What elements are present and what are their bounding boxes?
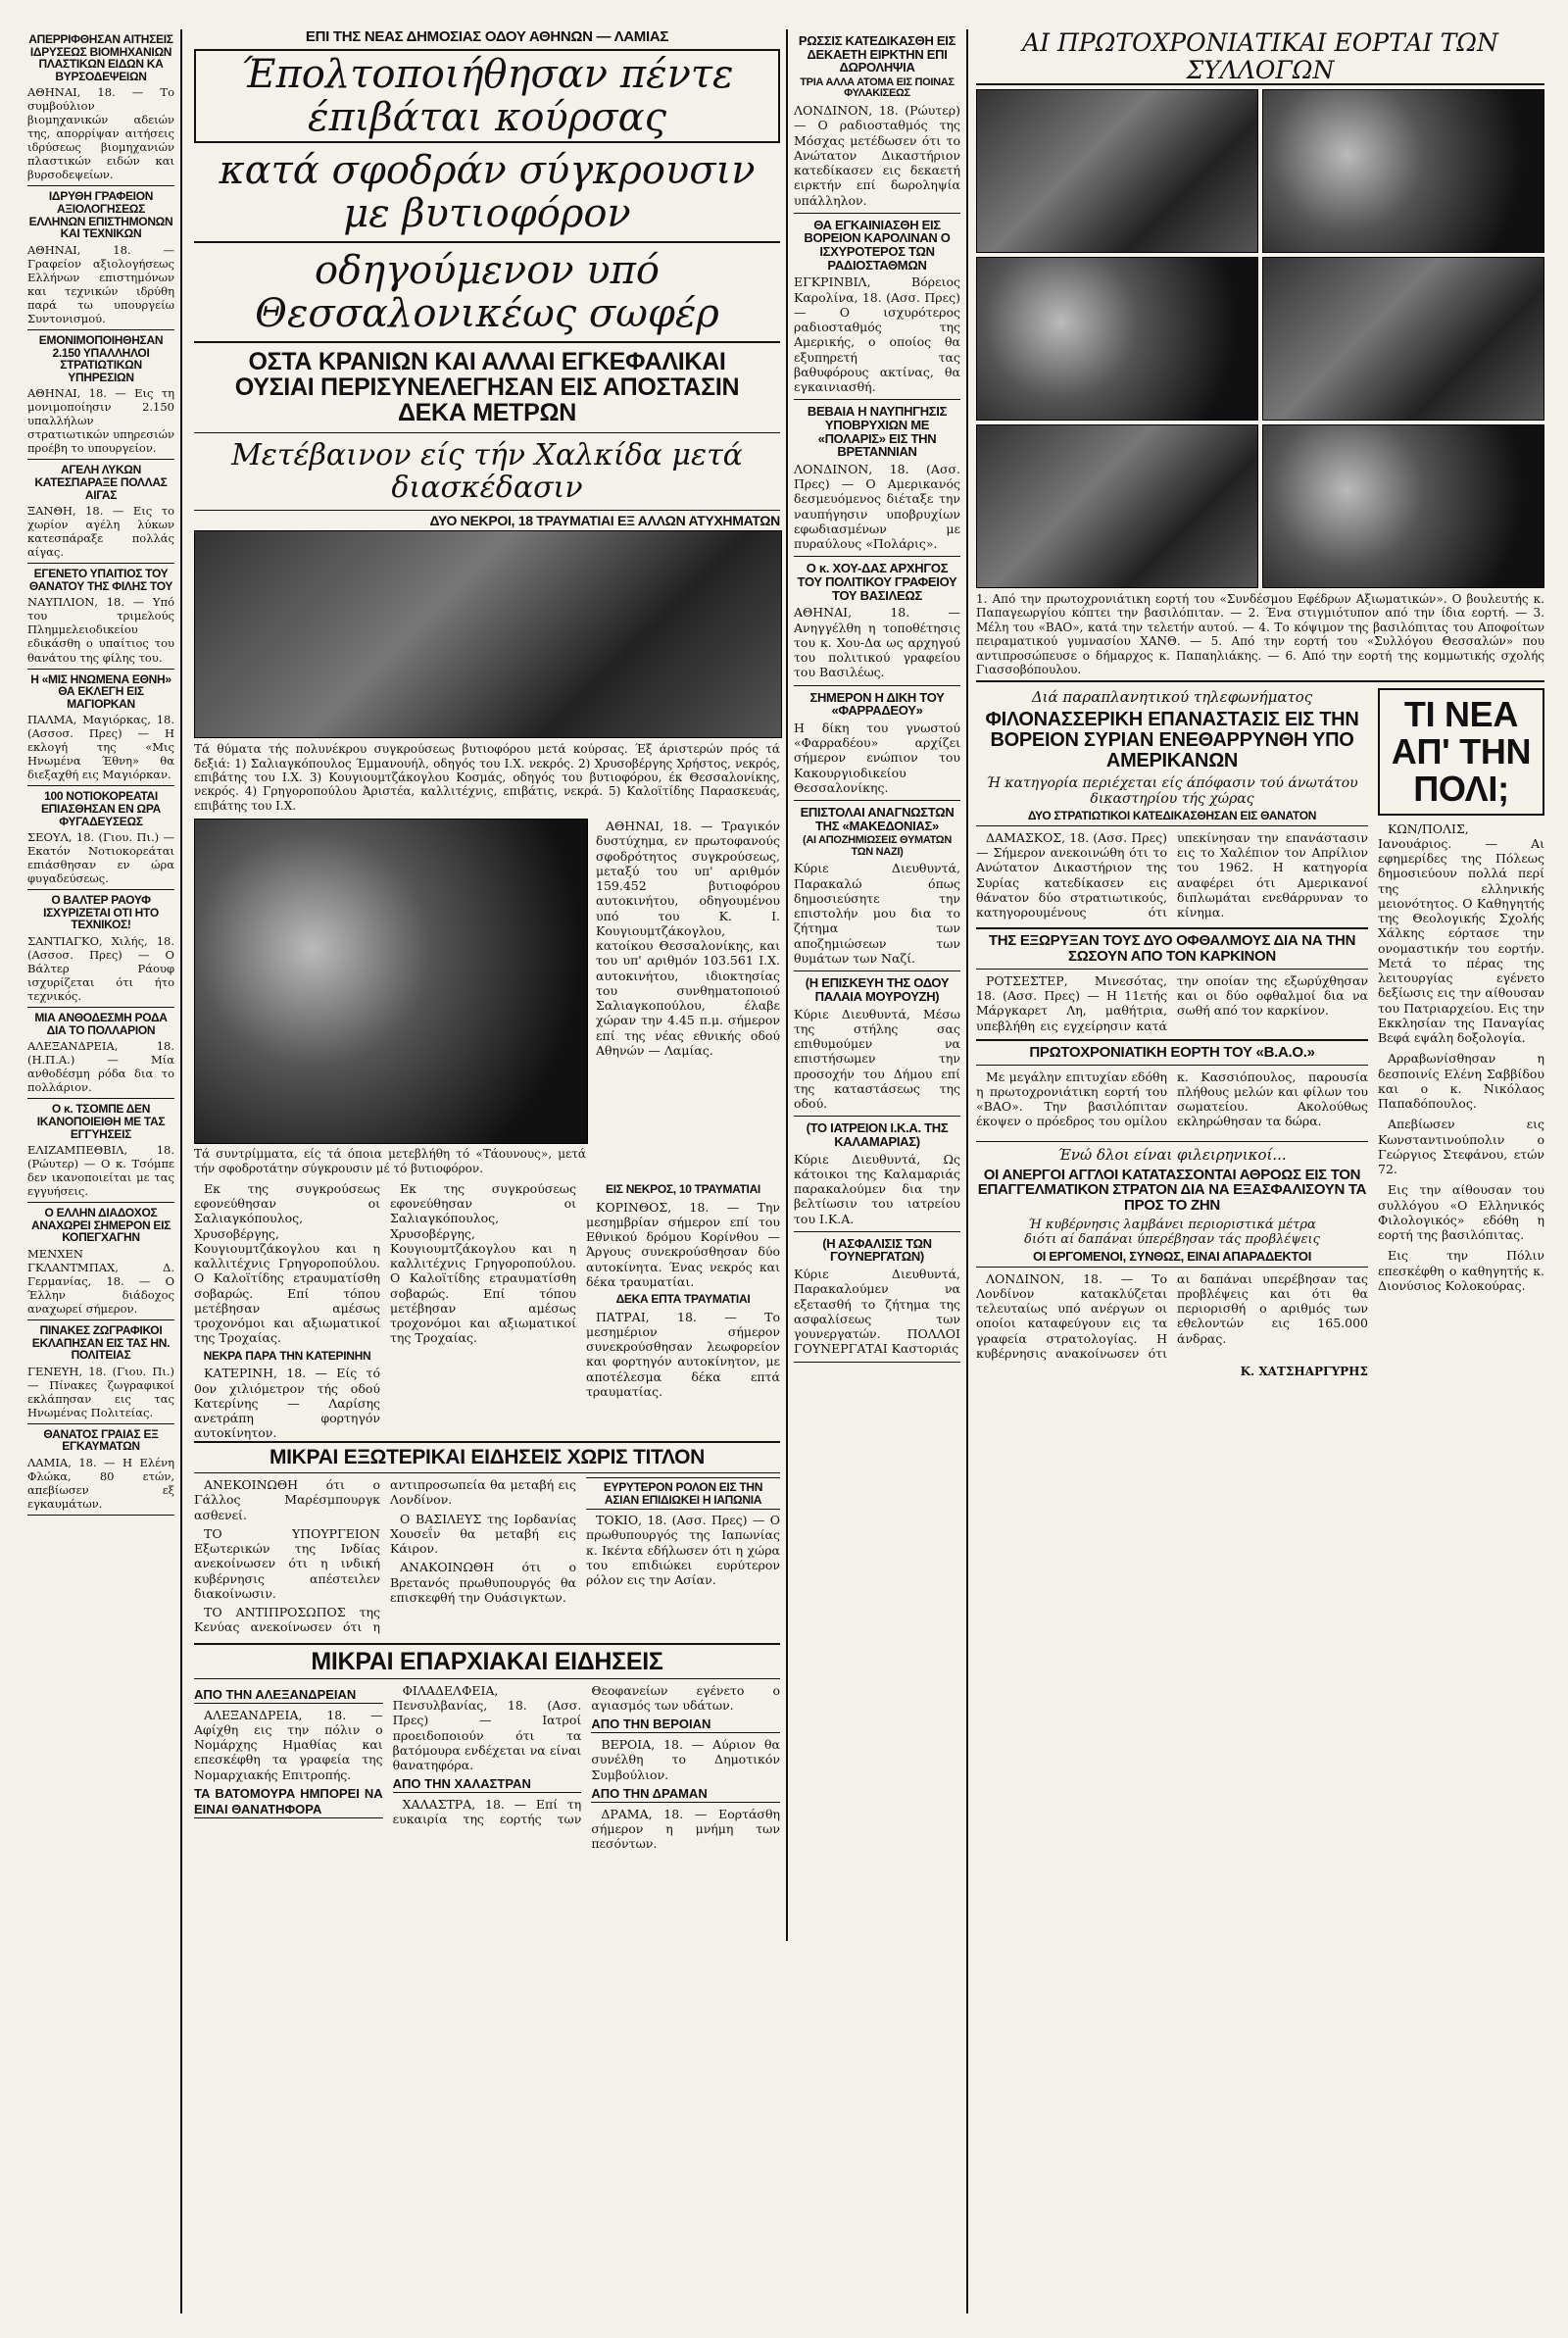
britain-sub: Ή κυβέρνησις λαμβάνει περιοριστικά μέτρα — [1028, 1217, 1316, 1232]
left-story-body: ΛΑΜΙΑ, 18. — Η Ελένη Φλώκα, 80 ετών, απεβίωσεν εξ εγκαυμάτων. — [27, 1456, 174, 1512]
bao-headline: ΠΡΩΤΟΧΡΟΝΙΑΤΙΚΗ ΕΟΡΤΗ ΤΟΥ «Β.Α.Ο.» — [976, 1039, 1368, 1066]
left-story-headline: Ο κ. ΤΣΟΜΠΕ ΔΕΝ ΙΚΑΝΟΠΟΙΕΙΘΗ ΜΕ ΤΑΣ ΕΓΓΥΗΣΕΙΣ — [36, 1102, 166, 1141]
prov-section-body: ΧΑΛΑΣΤΡΑ, 18. — Επί τη ευκαιρία της εορτής των Θεοφανείων εγένετο ο αγιασμός των υδάτων. — [392, 1682, 780, 1827]
main-story — [194, 29, 780, 1445]
mid-story-headline: ΘΑ ΕΓΚΑΙΝΙΑΣΘΗ ΕΙΣ ΒΟΡΕΙΟΝ ΚΑΡΟΛΙΝΑΝ Ο ΙΣΧΥΡΟΤΕΡΟΣ ΤΩΝ ΡΑΔΙΟΣΤΑΘΜΩΝ — [804, 217, 951, 273]
mid-story-body: Η δίκη του γνωστού «Φαρραδέου» αρχίζει σήμερον ενώπιον του Κακουργιοδικείου Θεσσαλονίκης. — [794, 720, 960, 795]
event-photo-3 — [976, 257, 1258, 421]
left-story-body: ΣΑΝΤΙΑΓΚΟ, Χιλής, 18. (Ασσοσ. Πρες) — Ο Βάλτερ Ράουφ ισχυρίζεται ότι ήτο τεχνικός. — [27, 934, 174, 1004]
left-story-headline: ΕΓΕΝΕΤΟ ΥΠΑΙΤΙΟΣ ΤΟΥ ΘΑΝΑΤΟΥ ΤΗΣ ΦΙΛΗΣ ΤΟΥ — [28, 567, 173, 593]
left-story — [27, 1320, 174, 1424]
mid-story-headline: ΡΩΣΣΙΣ ΚΑΤΕΔΙΚΑΣΘΗ ΕΙΣ ΔΕΚΑΕΤΗ ΕΙΡΚΤΗΝ ΕΠΙ ΔΩΡΟΛΗΨΙΑ — [798, 33, 956, 75]
wreckage-photo — [194, 819, 588, 1144]
column-title: ΤΙ ΝΕΑ ΑΠ' ΤΗΝ ΠΟΛΙ; — [1378, 688, 1544, 815]
left-story — [27, 786, 174, 890]
left-story-headline: ΠΙΝΑΚΕΣ ΖΩΓΡΑΦΙΚΟΙ ΕΚΛΑΠΗΣΑΝ ΕΙΣ ΤΑΣ ΗΝ. ΠΟΛΙΤΕΙΑΣ — [31, 1323, 171, 1363]
left-story-headline: ΑΠΕΡΡΙΦΘΗΣΑΝ ΑΙΤΗΣΕΙΣ ΙΔΡΥΣΕΩΣ ΒΙΟΜΗΧΑΝΙΩΝ ΠΛΑΣΤΙΚΩΝ ΕΙΔΩΝ ΚΑ ΒΥΡΣΟΔΕΨΕΙΩΝ — [28, 32, 173, 83]
left-story-body: ΜΕΝΧΕΝ ΓΚΛΑΝΤΜΠΑΧ, Δ. Γερμανίας, 18. — Ο Έλλην διάδοχος αναχωρεί σήμερον. — [27, 1246, 174, 1317]
left-story — [27, 564, 174, 669]
left-story-headline: ΜΙΑ ΑΝΘΟΔΕΣΜΗ ΡΟΔΑ ΔΙΑ ΤΟ ΠΟΛΛΑΡΙΟΝ — [34, 1011, 168, 1037]
event-photo-4 — [1262, 257, 1544, 421]
britain-body: ΛΟΝΔΙΝΟΝ, 18. — Το Λονδίνον κατακλύζεται τελευταίως υπό ανέργων οι οποίοι καταφεύγουν εις τα γραφεία στρατολογίας. Η κυβέρνησις ανακοίνωσεν ότι αι δαπάναι υπερέβησαν τας προβλέψεις και ότι θα περιορισθή ο αριθμός των εθελοντών εις 165.000 άνδρας. — [976, 1270, 1368, 1361]
mid-story-headline: (ΤΟ ΙΑΤΡΕΙΟΝ Ι.Κ.Α. ΤΗΣ ΚΑΛΑΜΑΡΙΑΣ) — [806, 1120, 949, 1149]
main-subhead-3: ΔΥΟ ΝΕΚΡΟΙ, 18 ΤΡΑΥΜΑΤΙΑΙ ΕΞ ΑΛΛΩΝ ΑΤΥΧΗΜΑΤΩΝ — [429, 512, 780, 528]
cancer-body: ΡΟΤΣΕΣΤΕΡ, Μινεσότας, 18. (Ασσ. Πρες) — Η 11ετής Μάργκαρετ Λη, μαθήτρια, υπεβλήθη εις εγχείρησιν κατά την οποίαν της εξωρύχθησαν και οι δύο οφθαλμοί δια να σωθή από τον καρκίνον. — [976, 972, 1368, 1033]
left-story — [27, 1099, 174, 1203]
syria-sub: Ή κατηγορία περιέχεται είς άπόφασιν τού άνωτάτου δικαστηρίου τής χώρας — [986, 775, 1358, 808]
mid-story — [794, 686, 960, 802]
left-story — [27, 1008, 174, 1099]
main-title-line-1: Έπολτοποιήθησαν πέντε έπιβάται κούρσας — [240, 51, 734, 140]
left-story-body: ΑΘΗΝΑΙ, 18. — Εις τη μονιμοποίησιν 2.150 υπαλλήλων στρατιωτικών υπηρεσιών προέβη το υπουργείον. — [27, 386, 174, 456]
main-title-line-3: οδηγούμενον υπό Θεσσαλονικέως σωφέρ — [255, 247, 719, 336]
main-body-2: Εκ της συγκρούσεως εφονεύθησαν οι Σαλιαγκόπουλος, Χρυσοβέργης, Κουγιουμτζάκογλου και η καλλιτέχνις Γρηγοροπούλου. Ο Καλοϊτίδης ετραυματίσθη σοβαρώς. Επί τόπου μετέβησαν αμέσως τροχονόμοι και αξιωματικοί της Τροχαίας. — [194, 1180, 380, 1346]
left-story — [27, 1203, 174, 1320]
left-story-body: ΝΑΥΠΛΙΟΝ, 18. — Υπό του τριμελούς Πλημμελειοδικείου εδικάσθη ο υπαίτιος του θανάτου της φίλης του. — [27, 595, 174, 665]
main-subhead-2: Μετέβαινον είς τήν Χαλκίδα μετά διασκέδασιν — [194, 433, 780, 511]
mid-story — [794, 801, 960, 971]
prov-section-title: ΤΑ ΒΑΤΟΜΟΥΡΑ ΗΜΠΟΡΕΙ ΝΑ ΕΙΝΑΙ ΘΑΝΑΤΗΦΟΡΑ — [194, 1785, 383, 1816]
britain-sub-2: διότι αί δαπάναι ύπερέβησαν τάς προβλέψεις — [1024, 1231, 1320, 1247]
prov-section-title: ΑΠΟ ΤΗΝ ΔΡΑΜΑΝ — [591, 1786, 780, 1803]
mid-story-headline: Ο κ. ΧΟΥ-ΔΑΣ ΑΡΧΗΓΟΣ ΤΟΥ ΠΟΛΙΤΙΚΟΥ ΓΡΑΦΕΙΟΥ ΤΟΥ ΒΑΣΙΛΕΩΣ — [797, 561, 957, 603]
event-photo-6 — [1262, 424, 1544, 588]
syria-sub-2: ΔΥΟ ΣΤΡΑΤΙΩΤΙΚΟΙ ΚΑΤΕΔΙΚΑΣΘΗΣΑΝ ΕΙΣ ΘΑΝΑΤΟΝ — [976, 807, 1368, 826]
prov-section-title: ΑΠΟ ΤΗΝ ΑΛΕΞΑΝΔΡΕΙΑΝ — [194, 1687, 383, 1704]
prov-section-body: ΔΡΑΜΑ, 18. — Εορτάσθη σήμερον η μνήμη των πεσόντων. — [591, 1806, 780, 1852]
syria-headline: ΦΙΛΟΝΑΣΣΕΡΙΚΗ ΕΠΑΝΑΣΤΑΣΙΣ ΕΙΣ ΤΗΝ ΒΟΡΕΙΟΝ ΣΥΡΙΑΝ ΕΝΕΘΑΡΡΥΝΘΗ ΥΠΟ ΑΜΕΡΙΚΑΝΩΝ — [985, 709, 1359, 772]
photo-feature-caption: 1. Από την πρωτοχρονιάτικη εορτή του «Συνδέσμου Εφέδρων Αξιωματικών». Ο βουλευτής κ. Παπαγεωργίου κόπτει την βασιλόπιταν. — 2. Ένα στιγμιότυπον από την ίδια εορτή. — 3. Μέλη του «ΒΑΟ», κατά την τελετήν αυτού. — 4. Το κόψιμον της βασιλόπιτας του Αποφοίτων πειραματικού γυμνασίου ΧΑΝΘ. — 5. Από την εορτή του «Συλλόγου Θεσσαλών» που αντιπροσώπευσε ο δήμαρχος κ. Παπαηλιάκης. — 6. Από την εορτή της κομμωτικής σχολής Γιασσοβόπουλου. — [976, 592, 1544, 682]
cancer-headline: ΤΗΣ ΕΞΩΡΥΞΑΝ ΤΟΥΣ ΔΥΟ ΟΦΘΑΛΜΟΥΣ ΔΙΑ ΝΑ ΤΗΝ ΣΩΣΟΥΝ ΑΠΟ ΤΟΝ ΚΑΡΚΙΝΟΝ — [976, 927, 1368, 970]
left-story-headline: Ο ΕΛΛΗΝ ΔΙΑΔΟΧΟΣ ΑΝΑΧΩΡΕΙ ΣΗΜΕΡΟΝ ΕΙΣ ΚΟΠΕΓΧΑΓΗΝ — [30, 1206, 172, 1245]
col-body-b: ΠΑΤΡΑΙ, 18. — Το μεσημέριον σήμερον συνεκρούσθησαν λεωφορείον και φορτηγόν αυτοκίνητον, με αποτέλεσμα δέκα επτά τραυματίας. — [586, 1309, 780, 1399]
column-item: Απεβίωσεν εις Κωνσταντινούπολιν ο Γεώργιος Στεφάνου, ετών 72. — [1378, 1117, 1544, 1177]
mid-story-body: Κύριε Διευθυντά, Παρακαλώ όπως δημοσιεύσητε την επιστολήν μου δια το ζήτημα των αποζημιώσεων των θυμάτων των Ναζί. — [794, 861, 960, 966]
mid-story-body: Κύριε Διευθυντά, Παρακαλούμεν να εξετασθή το ζήτημα της ασφαλίσεως των γουνεργατών. ΠΟΛΛΟΙ ΓΟΥΝΕΡΓΑΤΑΙ Καστοριάς — [794, 1267, 960, 1357]
mid-story — [794, 400, 960, 557]
mid-story — [794, 1232, 960, 1363]
mid-story-body: Κύριε Διευθυντά, Ως κάτοικοι της Καλαμαριάς παρακαλούμεν δια την βελτίωσιν του ιατρείου του Ι.Κ.Α. — [794, 1151, 960, 1226]
left-story-headline: Ο ΒΑΛΤΕΡ ΡΑΟΥΦ ΙΣΧΥΡΙΖΕΤΑΙ ΟΤΙ ΗΤΟ ΤΕΧΝΙΚΟΣ! — [43, 893, 159, 932]
left-story-headline: ΕΜΟΝΙΜΟΠΟΙΗΘΗΣΑΝ 2.150 ΥΠΑΛΛΗΛΟΙ ΣΤΡΑΤΙΩΤΙΚΩΝ ΥΠΗΡΕΣΙΩΝ — [38, 332, 164, 384]
left-story-body: ΑΛΕΞΑΝΔΡΕΙΑ, 18. (Η.Π.Α.) — Μία ανθοδέσμη ρόδα δια το πολλάριον. — [27, 1039, 174, 1095]
mid-story-body: ΕΓΚΡΙΝΒΙΛ, Βόρειος Καρολίνα, 18. (Ασσ. Πρες) — Ο ισχυρότερος ραδιοσταθμός της Αμερικής, ο οποίος θα εξυπηρετή τας βαθυφόρους ακτίνας, θα εγκαινιασθή. — [794, 274, 960, 395]
mid-story-sub: ΤΡΙΑ ΑΛΛΑ ΑΤΟΜΑ ΕΙΣ ΠΟΙΝΑΣ ΦΥΛΑΚΙΣΕΩΣ — [800, 75, 955, 100]
mid-story — [794, 1117, 960, 1232]
left-story-body: ΓΕΝΕΥΗ, 18. (Γιου. Πι.) — Πίνακες ζωγραφικοί εκλάπησαν εις τας Ηνωμένας Πολιτείας. — [27, 1364, 174, 1419]
left-story-body: ΑΘΗΝΑΙ, 18. — Το συμβούλιον βιομηχανικών αδειών της, απορρίψαν αιτήσεις ιδρύσεως βιομηχανιών πλαστικών ειδών και βυρσοδεψείων. — [27, 85, 174, 182]
britain-sub-3: ΟΙ ΕΡΓΟΜΕΝΟΙ, ΣΥΝΘΩΣ, ΕΙΝΑΙ ΑΠΑΡΑΔΕΚΤΟΙ — [976, 1247, 1368, 1268]
left-story-body: ΕΛΙΖΑΜΠΕΘΒΙΛ, 18. (Ρώυτερ) — Ο κ. Τσόμπε δεν ικανοποιείται με τας εγγυήσεις. — [27, 1143, 174, 1199]
right-area — [976, 29, 1544, 1378]
victims-photo-caption: Τά θύματα τής πολυνέκρου συγκρούσεως βυτιοφόρου μετά κούρσας. Έξ άριστερών πρός τά δεξιά: 1) Σαλιαγκόπουλος Έμμανουήλ, οδηγός του Ι.Χ. νεκρός. 2) Χρυσοβέργης Χρήστος, νεκρός, επιβάτης του Ι.Χ. 3) Κουγιουμτζάκογλου Κοσμάς, οδηγός του βυτιοφόρου, έκ Θεσσαλονίκης, νεκρός. 4) Γρηγοροπούλου Άριστέα, καλλιτέχνις, επιβάτις, νεκρά. 5) Καλοϊτίδης Παρασκευάς, επιβάτης του Ι.Χ. — [194, 742, 780, 813]
left-story-headline: ΙΔΡΥΘΗ ΓΡΑΦΕΙΟΝ ΑΞΙΟΛΟΓΗΣΕΩΣ ΕΛΛΗΝΩΝ ΕΠΙΣΤΗΜΟΝΩΝ ΚΑΙ ΤΕΧΝΙΚΩΝ — [28, 189, 173, 241]
foreign-item: Ο ΒΑΣΙΛΕΥΣ της Ιορδανίας Χουσεΐν θα μεταβή εις Κάιρον. — [390, 1511, 576, 1557]
mid-news-column — [794, 29, 960, 1363]
mid-story-sub: (ΑΙ ΑΠΟΖΗΜΙΩΣΕΙΣ ΘΥΜΑΤΩΝ ΤΩΝ ΝΑΖΙ) — [803, 834, 952, 858]
britain-kicker: Ένώ δλοι είναι φιλειρηνικοί... — [976, 1141, 1368, 1164]
prov-section-body: ΒΕΡΟΙΑ, 18. — Αύριον θα συνέλθη το Δημοτικόν Συμβούλιον. — [591, 1737, 780, 1782]
foreign-item: ΤΟ ΑΝΤΙΠΡΟΣΩΠΟΣ της Κενύας ανεκοίνωσεν ότι η αντιπροσωπεία θα μεταβή εις Λονδίνον. — [194, 1477, 576, 1635]
col-head-b: ΔΕΚΑ ΕΠΤΑ ΤΡΑΥΜΑΤΙΑΙ — [615, 1292, 751, 1307]
event-photo-1 — [976, 89, 1258, 253]
column-body: ΚΩΝ/ΠΟΛΙΣ, Ιανουάριος. — Αι εφημερίδες της Πόλεως δημοσιεύουν πολλά περί της ελληνικής μειονότητος. Ο Καθηγητής της Θεολογικής Σχολής Χάλκης εόρτασε την ονομαστικήν του εορτήν. Μετά το πέρας της λειτουργίας εγένετο δεξίωσις εις την αίθουσαν του Πατριαρχείου. Εις την Εκκλησίαν της Παναγίας Βεφά εψάλη δοξολογία. — [1378, 821, 1544, 1046]
tokyo-body: ΤΟΚΙΟ, 18. (Ασσ. Πρες) — Ο πρωθυπουργός της Ιαπωνίας κ. Ικέντα εδήλωσεν ότι η χώρα του επιδιώκει ευρύτερον ρόλον εις την Ασίαν. — [586, 1513, 780, 1588]
event-photo-2 — [1262, 89, 1544, 253]
left-news-column — [27, 29, 174, 1516]
tokyo-headline: ΕΥΡΥΤΕΡΟΝ ΡΟΛΟΝ ΕΙΣ ΤΗΝ ΑΣΙΑΝ ΕΠΙΔΙΩΚΕΙ Η ΙΑΠΩΝΙΑ — [586, 1477, 780, 1510]
mid-story — [794, 557, 960, 685]
mid-story-body: Κύριε Διευθυντά, Μέσω της στήλης σας επιθυμούμεν να επιστήσωμεν την προσοχήν του Δήμου επί της καταστάσεως της οδού. — [794, 1006, 960, 1111]
mid-story-headline: ΒΕΒΑΙΑ Η ΝΑΥΠΗΓΗΣΙΣ ΥΠΟΒΡΥΧΙΩΝ ΜΕ «ΠΟΛΑΡΙΣ» ΕΙΣ ΤΗΝ ΒΡΕΤΑΝΝΙΑΝ — [807, 404, 948, 460]
left-story-headline: 100 ΝΟΤΙΟΚΟΡΕΑΤΑΙ ΕΠΙΑΣΘΗΣΑΝ ΕΝ ΩΡΑ ΦΥΓΑΔΕΥΣΕΩΣ — [40, 789, 162, 828]
main-body-2b: Εκ της συγκρούσεως εφονεύθησαν οι Σαλιαγκόπουλος, Χρυσοβέργης, Κουγιουμτζάκογλου και η καλλιτέχνις Γρηγοροπούλου. Ο Καλοϊτίδης ετραυματίσθη σοβαρώς. Επί τόπου μετέβησαν αμέσως τροχονόμοι και αξιωματικοί της Τροχαίας. — [390, 1180, 576, 1346]
mid-story-headline: ΕΠΙΣΤΟΛΑΙ ΑΝΑΓΝΩΣΤΩΝ ΤΗΣ «ΜΑΚΕΔΟΝΙΑΣ» — [800, 805, 955, 833]
mid-story-body: ΑΘΗΝΑΙ, 18. — Ανηγγέλθη η τοποθέτησις του κ. Χου-Δα ως αρχηγού του πολιτικού γραφείου του Βασιλέως. — [794, 605, 960, 680]
left-story — [27, 670, 174, 787]
mid-story-headline: (Η ΑΣΦΑΛΙΣΙΣ ΤΩΝ ΓΟΥΝΕΡΓΑΤΩΝ) — [822, 1235, 932, 1265]
provincial-news-headline: ΜΙΚΡΑΙ ΕΠΑΡΧΙΑΚΑΙ ΕΙΔΗΣΕΙΣ — [194, 1643, 780, 1679]
left-story-headline: ΘΑΝΑΤΟΣ ΓΡΑΙΑΣ ΕΞ ΕΓΚΑΥΜΑΤΩΝ — [43, 1426, 159, 1454]
left-story — [27, 890, 174, 1008]
left-story-headline: ΑΓΕΛΗ ΛΥΚΩΝ ΚΑΤΕΣΠΑΡΑΞΕ ΠΟΛΛΑΣ ΑΙΓΑΣ — [34, 463, 168, 502]
left-story-body: ΣΕΟΥΛ, 18. (Γιου. Πι.) — Εκατόν Νοτιοκορεάται επιάσθησαν εν ώρα φυγαδεύσεως. — [27, 830, 174, 886]
photo-feature-headline: ΑΙ ΠΡΩΤΟΧΡΟΝΙΑΤΙΚΑΙ ΕΟΡΤΑΙ ΤΩΝ ΣΥΛΛΟΓΩΝ — [976, 29, 1544, 85]
syria-body: ΔΑΜΑΣΚΟΣ, 18. (Ασσ. Πρες) — Σήμερον ανεκοινώθη ότι το Ανώτατον Δικαστήριον της Συρίας κατεδίκασεν εις θάνατον δύο στρατιωτικούς, κατηγορουμένους ότι υπεκίνησαν την επανάστασιν εις το Χαλέπιον τον Απρίλιον του 1962. Η κατηγορία αναφέρει ότι Αμερικανοί διπλωμάται ενεθάρρυναν το κίνημα. — [976, 829, 1368, 920]
foreign-item: ΤΟ ΥΠΟΥΡΓΕΙΟΝ Εξωτερικών της Ινδίας ανεκοίνωσεν ότι η ινδική κυβέρνησις απέστειλεν διακοίνωσιν. — [194, 1525, 380, 1601]
britain-headline: ΟΙ ΑΝΕΡΓΟΙ ΑΓΓΛΟΙ ΚΑΤΑΤΑΣΣΟΝΤΑΙ ΑΘΡΟΩΣ ΕΙΣ ΤΟΝ ΕΠΑΓΓΕΛΜΑΤΙΚΟΝ ΣΤΡΑΤΟΝ ΔΙΑ ΝΑ ΕΞΑΣΦΑΛΙΣΟΥΝ ΤΑ ΠΡΟΣ ΤΟ ΖΗΝ — [977, 1166, 1367, 1215]
bottom-area — [194, 1441, 780, 1852]
left-story-body: ΠΑΛΜΑ, Μαγιόρκας, 18. (Ασσοσ. Πρες) — Η εκλογή της «Μις Ηνωμένα Έθνη» θα διεξαχθή εις Μαγιόρκαν. — [27, 713, 174, 782]
mid-story-body: ΛΟΝΔΙΝΟΝ, 18. (Ρώυτερ) — Ο ραδιοσταθμός της Μόσχας μετέδωσεν ότι το Ανώτατον Δικαστήριον κατεδίκασεν εις δεκαετή ειρκτήν επί δωροληψία υπάλληλον. — [794, 103, 960, 208]
main-body: ΑΘΗΝΑΙ, 18. — Τραγικόν δυστύχημα, εν πρωτοφανούς σφοδρότητος συγκρούσεως, μεταξύ του υπ' αριθμόν 159.452 βυτιοφόρου αυτοκινήτου, οδηγουμένου υπό του Κ. Ι. Κουγιουμτζάκογλου, κατοίκου Θεσσαλονίκης, και του υπ' αριθμόν 103.561 Ι.Χ. αυτοκινήτου, ιδιοκτησίας του συνθηματοποιού Σαλιαγκοπούλου, έλαβε χώραν την 4.45 π.μ. σήμερον επί της νέας εθνικής οδού Αθηνών — Λαμίας. — [596, 819, 780, 1058]
left-story — [27, 1424, 174, 1516]
side-body: ΚΑΤΕΡΙΝΗ, 18. — Είς τό 0ον χιλιόμετρον τής οδού Κατερίνης — Λαρίσης ανετράπη φορτηγόν αυτοκίνητον. — [194, 1366, 380, 1441]
prov-section-body: ΦΙΛΑΔΕΛΦΕΙΑ, Πενσυλβανίας, 18. (Ασσ. Πρες) — Ιατροί προειδοποιούν ότι τα βατόμουρα ενδέχεται να είναι θανατηφόρα. — [392, 1682, 582, 1773]
side-head: ΝΕΚΡΑ ΠΑΡΑ ΤΗΝ ΚΑΤΕΡΙΝΗΝ — [203, 1348, 371, 1363]
column-item: Εις την αίθουσαν του συλλόγου «Ο Ελληνικός Φιλολογικός» εδόθη η εορτή της βασιλόπιτας. — [1378, 1182, 1544, 1243]
main-subhead-1: ΟΣΤΑ ΚΡΑΝΙΩΝ ΚΑΙ ΑΛΛΑΙ ΕΓΚΕΦΑΛΙΚΑΙ ΟΥΣΙΑΙ ΠΕΡΙΣΥΝΕΛΕΓΗΣΑΝ ΕΙΣ ΑΠΟΣΤΑΣΙΝ ΔΕΚΑ ΜΕΤΡΩΝ — [194, 343, 780, 433]
mid-story-headline: (Η ΕΠΙΣΚΕΥΗ ΤΗΣ ΟΔΟΥ ΠΑΛΑΙΑ ΜΟΥΡΟΥΖΗ) — [805, 975, 950, 1004]
prov-section-body: ΑΛΕΞΑΝΔΡΕΙΑ, 18. — Αφίχθη εις την πόλιν ο Νομάρχης Ημαθίας και επεσκέφθη τα γραφεία της Νομαρχιακής Επιτροπής. — [194, 1707, 383, 1782]
mid-story — [794, 29, 960, 214]
wreckage-photo-caption: Τά συντρίμματα, είς τά όποια μετεβλήθη τό «Τάουνους», μετά τήν σφοδροτάτην σύγκρουσιν μέ τό βυτιοφόρον. — [194, 1147, 586, 1175]
left-story — [27, 29, 174, 186]
column-item: Αρραβωνίσθησαν η δεσποινίς Ελένη Σαββίδου και ο κ. Νικόλαος Παπαδόπουλος. — [1378, 1051, 1544, 1112]
main-title-line-2: κατά σφοδράν σύγκρουσιν με βυτιοφόρον — [219, 147, 756, 236]
left-story — [27, 330, 174, 460]
left-story-headline: Η «ΜΙΣ ΗΝΩΜΕΝΑ ΕΘΝΗ» ΘΑ ΕΚΛΕΓΗ ΕΙΣ ΜΑΓΙΟΡΚΑΝ — [30, 672, 172, 711]
prov-section-title: ΑΠΟ ΤΗΝ ΒΕΡΟΙΑΝ — [591, 1716, 780, 1733]
mid-story — [794, 971, 960, 1117]
prov-section-title: ΑΠΟ ΤΗΝ ΧΑΛΑΣΤΡΑΝ — [393, 1776, 582, 1793]
bao-body: Με μεγάλην επιτυχίαν εδόθη η πρωτοχρονιάτικη εορτή του «ΒΑΟ». Την βασιλόπιταν έκοψεν ο πρόεδρος του ομίλου κ. Κασσιόπουλος, παρουσία πλήθους μελών και φίλων του σωματείου. Ακολούθως εκληρώθησαν τα δώρα. — [976, 1069, 1368, 1129]
victims-photo — [194, 530, 782, 738]
left-story — [27, 460, 174, 564]
foreign-item: ΑΝΑΚΟΙΝΩΘΗ ότι ο Βρετανός πρωθυπουργός θα επισκεφθή την Ουάσιγκτων. — [390, 1560, 576, 1605]
event-photo-5 — [976, 424, 1258, 588]
byline: Κ. ΧΑΤΣΗΑΡΓΥΡΗΣ — [1240, 1365, 1368, 1379]
left-story-body: ΑΘΗΝΑΙ, 18. — Γραφείον αξιολογήσεως Ελλήνων επιστημόνων και τεχνικών ιδρύθη παρά τω υπουργείω Συντονισμού. — [27, 242, 174, 325]
left-story-body: ΞΑΝΘΗ, 18. — Εις το χωρίον αγέλη λύκων κατεσπάραξε πολλάς αίγας. — [27, 504, 174, 560]
mid-story — [794, 214, 960, 401]
main-kicker: ΕΠΙ ΤΗΣ ΝΕΑΣ ΔΗΜΟΣΙΑΣ ΟΔΟΥ ΑΘΗΝΩΝ — ΛΑΜΙΑΣ — [305, 28, 669, 45]
column-item: Εις την Πόλιν επεσκέφθη ο καθηγητής κ. Διονύσιος Κολοκούρας. — [1378, 1248, 1544, 1293]
left-story — [27, 186, 174, 329]
mid-story-headline: ΣΗΜΕΡΟΝ Η ΔΙΚΗ ΤΟΥ «ΦΑΡΡΑΔΕΟΥ» — [809, 689, 945, 719]
foreign-news-headline: ΜΙΚΡΑΙ ΕΞΩΤΕΡΙΚΑΙ ΕΙΔΗΣΕΙΣ ΧΩΡΙΣ ΤΙΤΛΟΝ — [194, 1441, 780, 1473]
mid-story-body: ΛΟΝΔΙΝΟΝ, 18. (Ασσ. Πρες) — Ο Αμερικανός δεσμευόμενος διέταξε την ναυπήγησιν υποβρυχίων εφωδιασμένων με πυραύλους «Πολάρις». — [794, 461, 960, 552]
col-head-a: ΕΙΣ ΝΕΚΡΟΣ, 10 ΤΡΑΥΜΑΤΙΑΙ — [606, 1181, 760, 1196]
foreign-item: ΑΝΕΚΟΙΝΩΘΗ ότι ο Γάλλος Μαρέσμπουργκ ασθενεί. — [194, 1477, 380, 1522]
col-body-a: ΚΟΡΙΝΘΟΣ, 18. — Την μεσημβρίαν σήμερον επί του Εθνικού δρόμου Κορίνθου — Άργους συνεκρούσθησαν δύο αυτοκίνητα. Ένας νεκρός και δέκα τραυματίαι. — [586, 1199, 780, 1289]
syria-kicker: Διά παραπλανητικού τηλεφωνήματος — [1031, 688, 1313, 707]
